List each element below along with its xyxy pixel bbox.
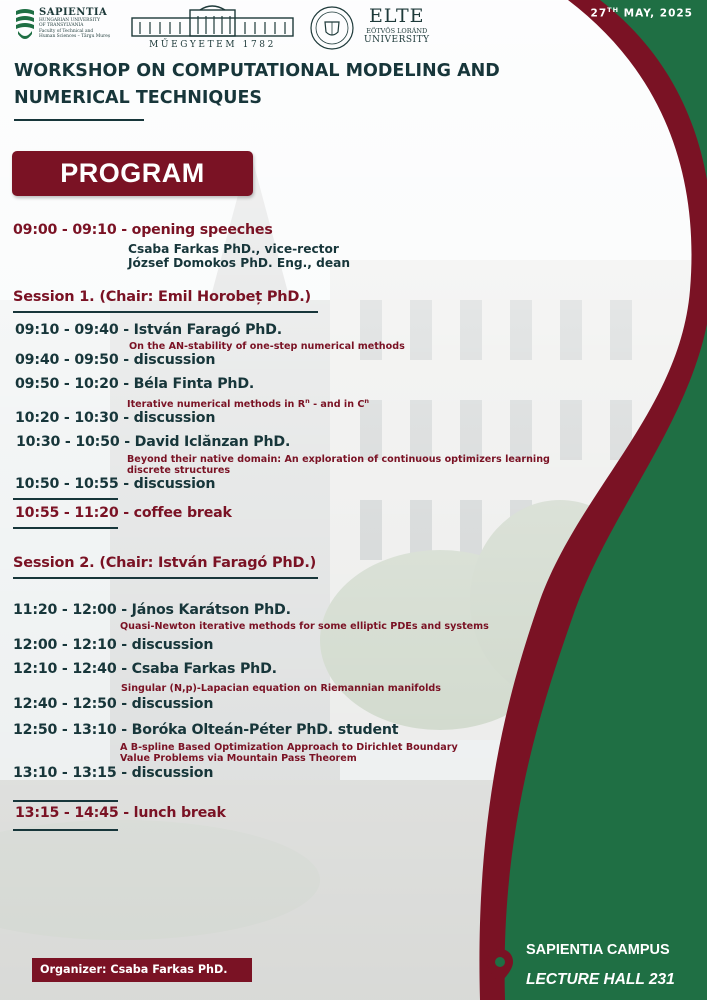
item-time: 12:40 - 12:50 - <box>13 696 132 712</box>
organizer-text: Organizer: Csaba Farkas PhD. <box>40 963 228 976</box>
item-speaker: Boróka Olteán-Péter PhD. student <box>131 722 399 738</box>
session1-talk-1: On the AN-stability of one-step numerical methods <box>129 341 405 352</box>
item-speaker: István Faragó PhD. <box>133 322 282 338</box>
session2-talk-3: Singular (N,p)-Lapacian equation on Riemannian manifolds <box>121 683 441 694</box>
elte-line1: EÖTVÖS LORÁND <box>366 27 428 35</box>
session2-title: Session 2. <box>13 555 95 571</box>
opening-speaker-2: József Domokos PhD. Eng., dean <box>128 256 350 270</box>
session1-underline <box>13 311 318 313</box>
title-underline <box>14 119 144 121</box>
item-speaker: discussion <box>131 765 214 781</box>
sapientia-name: SAPIENTIA <box>39 7 108 18</box>
talk-part-a: Iterative numerical methods in R <box>127 399 306 411</box>
organizer-box <box>32 958 252 982</box>
lunch-break-bottom-rule <box>13 829 118 831</box>
elte-name: ELTE <box>369 5 425 27</box>
elte-seal-icon <box>309 5 355 51</box>
program-heading: PROGRAM <box>60 158 205 188</box>
bme-logo <box>130 4 295 50</box>
session1-chair: (Chair: Emil Horobeț PhD.) <box>99 289 311 305</box>
session1-heading <box>13 289 311 305</box>
item-time: 13:10 - 13:15 - <box>13 765 132 781</box>
building-facade-icon <box>130 4 295 38</box>
item-time: 12:10 - 12:40 - <box>13 661 132 677</box>
item-time: 12:50 - 13:10 - <box>13 722 132 738</box>
item-speaker: discussion <box>131 637 214 653</box>
session1-talk-5-line2: discrete structures <box>127 465 231 476</box>
coffee-break-bottom-rule <box>13 527 118 529</box>
coffee-break: 10:55 - 11:20 - coffee break <box>15 505 232 521</box>
workshop-title <box>14 58 554 112</box>
talk-sup-2: n <box>364 397 370 405</box>
program-heading-box <box>12 151 253 196</box>
item-speaker: János Karátson PhD. <box>131 602 291 618</box>
session1-title: Session 1. <box>13 289 95 305</box>
session2-item-1 <box>13 602 291 618</box>
lunch-break: 13:15 - 14:45 - lunch break <box>15 805 226 821</box>
item-speaker: Csaba Farkas PhD. <box>131 661 277 677</box>
elte-logo <box>309 5 429 51</box>
session2-item-5 <box>13 722 398 738</box>
item-speaker: David Iclănzan PhD. <box>134 434 291 450</box>
location-pin-icon <box>486 948 514 984</box>
session2-item-4 <box>13 696 213 712</box>
item-speaker: discussion <box>133 352 216 368</box>
item-time: 09:40 - 09:50 - <box>15 352 134 368</box>
opening-speaker-1: Csaba Farkas PhD., vice-rector <box>128 242 339 256</box>
item-time: 12:00 - 12:10 - <box>13 637 132 653</box>
sapientia-emblem-icon <box>14 7 36 43</box>
sapientia-line1: HUNGARIAN UNIVERSITY <box>39 18 101 23</box>
title-line2: NUMERICAL TECHNIQUES <box>14 88 263 108</box>
item-speaker: discussion <box>131 696 214 712</box>
item-time: 10:50 - 10:55 - <box>15 476 134 492</box>
item-time: 10:30 - 10:50 - <box>16 434 135 450</box>
item-time: 11:20 - 12:00 - <box>13 602 132 618</box>
item-time: 09:50 - 10:20 - <box>15 376 134 392</box>
item-time: 10:20 - 10:30 - <box>15 410 134 426</box>
venue-campus: SAPIENTIA CAMPUS <box>526 942 670 958</box>
item-speaker: discussion <box>133 410 216 426</box>
venue-hall: LECTURE HALL 231 <box>526 971 675 988</box>
date-day: 27 <box>590 7 608 20</box>
lunch-break-top-rule <box>13 800 118 802</box>
session2-item-3 <box>13 661 277 677</box>
session1-item-1 <box>15 322 282 338</box>
session2-talk-1: Quasi-Newton iterative methods for some elliptic PDEs and systems <box>120 621 489 632</box>
elte-line2: UNIVERSITY <box>364 35 430 45</box>
session1-item-2 <box>15 352 215 368</box>
session1-item-4 <box>15 410 215 426</box>
title-line1: WORKSHOP ON COMPUTATIONAL MODELING AND <box>14 61 500 81</box>
session2-talk-5-line1: A B-spline Based Optimization Approach to Dirichlet Boundary <box>120 742 458 753</box>
sapientia-line2: OF TRANSYLVANIA <box>39 23 84 29</box>
sapientia-line3: Faculty of Technical and <box>39 28 94 34</box>
sapientia-logo <box>14 6 124 46</box>
coffee-break-top-rule <box>13 498 118 500</box>
date-suffix: TH <box>607 6 620 14</box>
session2-talk-5-line2: Value Problems via Mountain Pass Theorem <box>120 753 357 764</box>
item-speaker: Béla Finta PhD. <box>133 376 255 392</box>
session1-talk-3 <box>127 396 369 411</box>
sapientia-line4: Human Sciences – Târgu Mureș <box>39 34 111 40</box>
session1-item-3 <box>15 376 254 392</box>
session2-item-6 <box>13 765 213 781</box>
talk-part-b: - and in C <box>309 399 365 411</box>
talk-sup-1: n <box>305 397 310 405</box>
session1-talk-5-line1: Beyond their native domain: An exploration of continuous optimizers learning <box>127 454 550 465</box>
session2-chair: (Chair: István Faragó PhD.) <box>99 555 317 571</box>
item-speaker: discussion <box>133 476 216 492</box>
session2-heading <box>13 555 316 571</box>
session2-item-2 <box>13 637 213 653</box>
session1-item-6 <box>15 476 215 492</box>
item-time: 09:10 - 09:40 - <box>15 322 134 338</box>
bme-logo-text: MŰEGYETEM 1782 <box>149 40 276 50</box>
venue <box>526 935 707 995</box>
date-rest: MAY, 2025 <box>619 7 693 20</box>
session1-item-5 <box>16 434 290 450</box>
session2-underline <box>13 577 318 579</box>
event-date <box>591 6 693 20</box>
opening-slot: 09:00 - 09:10 - opening speeches <box>13 222 273 238</box>
